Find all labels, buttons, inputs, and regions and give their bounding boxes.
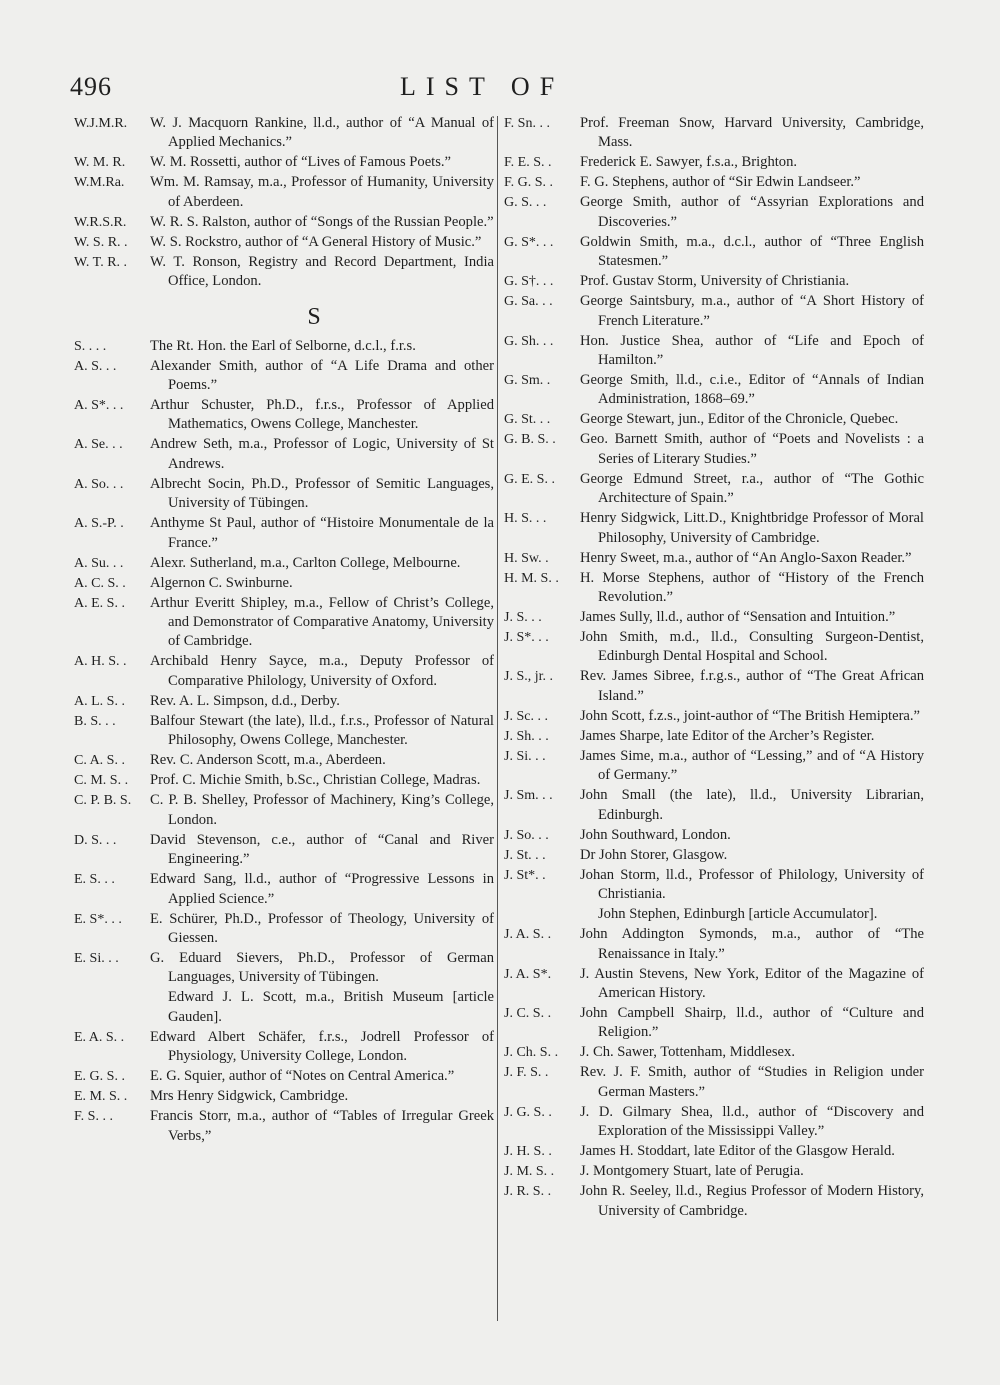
contributor-entry — [504, 509, 924, 548]
section-letter: S — [307, 303, 321, 330]
contributor-description: W. R. S. Ralston, author of “Songs of the Russian People.” — [150, 213, 494, 230]
contributor-entry — [74, 114, 494, 153]
contributor-initials: W. T. R. . — [74, 254, 128, 270]
contributor-description: Henry Sweet, m.a., author of “An Anglo-Saxon Reader.” — [580, 549, 912, 566]
contributor-initials: A. S. . . — [74, 358, 117, 374]
contributor-entry — [74, 988, 494, 1027]
running-head: LIST OF — [400, 72, 565, 101]
contributor-entry — [74, 514, 494, 553]
contributor-entry — [504, 786, 924, 825]
contributor-initials: G. B. S. . — [504, 432, 556, 448]
contributor-description: George Edmund Street, r.a., author of “The Gothic Architecture of Spain.” — [580, 470, 924, 507]
column-divider — [497, 116, 498, 1321]
contributor-description: Arthur Everitt Shipley, m.a., Fellow of Christ’s College, and Demonstrator of Comparative Anatomy, University of Cambridge. — [150, 594, 494, 650]
contributor-initials: J. Sc. . . — [504, 708, 548, 724]
contributor-description: The Rt. Hon. the Earl of Selborne, d.c.l., f.r.s. — [150, 337, 416, 354]
contributor-initials: G. Sa. . . — [504, 294, 553, 310]
contributor-entry — [74, 574, 494, 593]
contributor-description: J. Austin Stevens, New York, Editor of the Magazine of American History. — [580, 965, 924, 1001]
contributor-description: Frederick E. Sawyer, f.s.a., Brighton. — [580, 154, 798, 171]
contributor-description: E. G. Squier, author of “Notes on Central America.” — [150, 1068, 455, 1085]
contributor-initials: W.M.Ra. — [74, 175, 125, 191]
contributor-description: John Small (the late), ll.d., University Librarian, Edinburgh. — [580, 787, 924, 823]
contributor-initials: H. Sw. . — [504, 550, 549, 566]
page-number: 496 — [70, 72, 112, 101]
contributor-initials: J. S., jr. . — [504, 669, 554, 685]
contributor-initials: F. E. S. . — [504, 155, 552, 171]
contributor-initials: F. Sn. . . — [504, 116, 550, 131]
contributor-description: Wm. M. Ramsay, m.a., Professor of Humanity, University of Aberdeen. — [150, 174, 494, 210]
contributor-entry — [74, 949, 494, 988]
contributor-initials: W.R.S.R. — [74, 214, 127, 230]
contributor-entry — [504, 114, 924, 153]
contributor-description: Edward Sang, ll.d., author of “Progressive Lessons in Applied Science.” — [150, 871, 494, 907]
contributor-description: Rev. A. L. Simpson, d.d., Derby. — [150, 692, 340, 709]
contributor-initials: D. S. . . — [74, 832, 117, 848]
contributor-entry — [504, 905, 924, 924]
contributor-description: W. M. Rossetti, author of “Lives of Famous Poets.” — [150, 154, 452, 171]
contributor-description: Henry Sidgwick, Litt.D., Knightbridge Professor of Moral Philosophy, University of Cambridge. — [580, 510, 924, 546]
contributor-description: George Stewart, jun., Editor of the Chronicle, Quebec. — [580, 411, 899, 428]
contributor-initials: H. S. . . — [504, 511, 547, 527]
contributor-entry — [74, 831, 494, 870]
contributor-initials: A. Su. . . — [74, 555, 124, 571]
contributor-entry — [74, 791, 494, 830]
contributor-initials: E. Si. . . — [74, 950, 119, 966]
contributor-entry — [504, 1182, 924, 1221]
entry-list-w — [74, 114, 494, 292]
contributor-entry — [74, 173, 494, 212]
contributor-initials: F. G. S. . — [504, 175, 554, 191]
contributor-description: C. P. B. Shelley, Professor of Machinery, King’s College, London. — [150, 792, 494, 828]
contributor-initials: A. E. S. . — [74, 595, 125, 611]
contributor-entry — [74, 396, 494, 435]
contributor-initials: C. P. B. S. — [74, 793, 132, 809]
contributor-entry — [504, 1103, 924, 1142]
contributor-entry — [74, 337, 494, 356]
contributor-entry — [504, 1043, 924, 1062]
contributor-entry — [504, 569, 924, 608]
contributor-description: H. Morse Stephens, author of “History of the French Revolution.” — [580, 569, 924, 606]
contributor-entry — [74, 692, 494, 711]
contributor-description: F. G. Stephens, author of “Sir Edwin Landseer.” — [580, 174, 861, 191]
contributor-initials: E. M. S. . — [74, 1089, 128, 1105]
contributor-description: Andrew Seth, m.a., Professor of Logic, University of St Andrews. — [150, 436, 494, 472]
contributor-initials: S. . . . — [74, 338, 107, 354]
contributor-description: James H. Stoddart, late Editor of the Glasgow Herald. — [580, 1143, 895, 1160]
left-column — [74, 114, 494, 1147]
contributor-description: Prof. C. Michie Smith, b.Sc., Christian College, Madras. — [150, 772, 481, 789]
contributor-initials: A. L. S. . — [74, 693, 125, 709]
contributor-description: Arthur Schuster, Ph.D., f.r.s., Professor of Applied Mathematics, Owens College, Manchester. — [150, 397, 494, 433]
contributor-entry — [504, 965, 924, 1004]
contributor-initials: A. H. S. . — [74, 654, 127, 670]
contributor-description: Alexr. Sutherland, m.a., Carlton College, Melbourne. — [150, 554, 461, 571]
contributor-entry — [504, 1142, 924, 1161]
contributor-initials: G. S†. . . — [504, 274, 554, 290]
contributor-entry — [74, 213, 494, 232]
contributor-description: J. Montgomery Stuart, late of Perugia. — [580, 1163, 804, 1180]
contributor-initials: J. St*. . — [504, 867, 546, 883]
contributor-entry — [74, 1067, 494, 1086]
contributor-initials: F. S. . . — [74, 1109, 113, 1125]
contributor-description: Prof. Gustav Storm, University of Christiania. — [580, 273, 850, 290]
contributor-entry — [74, 554, 494, 573]
contributor-initials: B. S. . . — [74, 713, 116, 729]
contributor-entry — [504, 727, 924, 746]
contributor-initials: J. M. S. . — [504, 1164, 555, 1180]
contributor-description: James Sharpe, late Editor of the Archer’s Register. — [580, 727, 875, 744]
contributor-entry — [74, 253, 494, 292]
contributor-initials — [504, 905, 580, 924]
contributor-entry — [74, 153, 494, 172]
contributor-entry — [74, 594, 494, 652]
contributor-entry — [504, 1063, 924, 1102]
contributor-initials: H. M. S. . — [504, 570, 559, 586]
contributor-initials: E. S. . . — [74, 872, 115, 888]
contributor-description: George Saintsbury, m.a., author of “A Short History of French Literature.” — [580, 293, 924, 329]
contributor-initials: W.J.M.R. — [74, 116, 128, 131]
contributor-description: John Southward, London. — [580, 826, 731, 843]
contributor-entry — [74, 771, 494, 790]
contributor-initials: J. R. S. . — [504, 1184, 552, 1200]
contributor-initials: J. S. . . — [504, 610, 542, 626]
contributor-entry — [504, 846, 924, 865]
contributor-entry — [74, 233, 494, 252]
contributor-description: James Sully, ll.d., author of “Sensation and Intuition.” — [580, 609, 896, 626]
contributor-entry — [74, 1087, 494, 1106]
contributor-initials: C. A. S. . — [74, 753, 125, 769]
contributor-initials: A. So. . . — [74, 476, 124, 492]
contributor-entry — [74, 652, 494, 691]
contributor-initials: A. C. S. . — [74, 575, 126, 591]
contributor-description: W. T. Ronson, Registry and Record Department, India Office, London. — [150, 253, 494, 290]
contributor-initials: G. E. S. . — [504, 471, 555, 487]
contributor-entry — [504, 173, 924, 192]
contributor-description: Edward Albert Schäfer, f.r.s., Jodrell Professor of Physiology, University College, London. — [150, 1028, 494, 1065]
contributor-initials — [74, 988, 150, 1027]
contributor-entry — [504, 866, 924, 905]
contributor-description: Rev. C. Anderson Scott, m.a., Aberdeen. — [150, 752, 386, 769]
contributor-entry — [504, 153, 924, 172]
contributor-initials: A. Se. . . — [74, 437, 123, 453]
contributor-entry — [74, 1107, 494, 1146]
contributor-description: James Sime, m.a., author of “Lessing,” and of “A History of Germany.” — [580, 747, 924, 784]
contributor-entry — [504, 410, 924, 429]
contributor-entry — [74, 910, 494, 949]
contributor-description: Albrecht Socin, Ph.D., Professor of Semitic Languages, University of Tübingen. — [150, 475, 494, 512]
contributor-description: George Smith, author of “Assyrian Explorations and Discoveries.” — [580, 194, 924, 230]
contributor-description: George Smith, ll.d., c.i.e., Editor of “Annals of Indian Administration, 1868–69.” — [580, 372, 924, 408]
contributor-entry — [504, 1162, 924, 1181]
contributor-initials: J. Sh. . . — [504, 728, 549, 744]
contributor-description: J. Ch. Sawer, Tottenham, Middlesex. — [580, 1044, 795, 1061]
contributor-description: Geo. Barnett Smith, author of “Poets and Novelists : a Series of Literary Studies.” — [580, 431, 924, 467]
contributor-entry — [504, 628, 924, 667]
contributor-description: Algernon C. Swinburne. — [150, 574, 293, 591]
contributor-entry — [504, 925, 924, 964]
contributor-entry — [504, 747, 924, 786]
contributor-description: Anthyme St Paul, author of “Histoire Monumentale de la France.” — [150, 515, 494, 551]
contributor-description: Edward J. L. Scott, m.a., British Museum [article Gauden]. — [168, 989, 494, 1025]
contributor-entry — [504, 549, 924, 568]
contributor-initials: J. So. . . — [504, 827, 549, 843]
contributor-initials: W. M. R. — [74, 155, 126, 171]
contributor-description: W. S. Rockstro, author of “A General History of Music.” — [150, 233, 482, 250]
contributor-entry — [504, 826, 924, 845]
contributor-initials: J. Ch. S. . — [504, 1045, 559, 1061]
contributor-initials: G. S*. . . — [504, 234, 554, 250]
contributor-description: E. Schürer, Ph.D., Professor of Theology, University of Giessen. — [150, 910, 494, 946]
contributor-description: David Stevenson, c.e., author of “Canal and River Engineering.” — [150, 831, 494, 868]
contributor-entry — [504, 707, 924, 726]
right-column — [504, 114, 924, 1222]
contributor-description: Rev. James Sibree, f.r.g.s., author of “The Great African Island.” — [580, 668, 924, 704]
contributor-description: Francis Storr, m.a., author of “Tables of Irregular Greek Verbs,” — [150, 1108, 494, 1144]
contributor-description: Prof. Freeman Snow, Harvard University, Cambridge, Mass. — [580, 115, 924, 151]
contributor-entry — [504, 608, 924, 627]
contributor-initials: A. S.-P. . — [74, 516, 124, 532]
contributor-entry — [74, 357, 494, 396]
contributor-initials: C. M. S. . — [74, 773, 129, 789]
contributor-description: Archibald Henry Sayce, m.a., Deputy Professor of Comparative Philology, University of Oxford. — [150, 653, 494, 689]
contributor-description: Balfour Stewart (the late), ll.d., f.r.s., Professor of Natural Philosophy, Owens College, Manchester. — [150, 712, 494, 749]
contributor-initials: G. St. . . — [504, 412, 551, 428]
contributor-initials: A. S*. . . — [74, 398, 124, 414]
entry-list-s — [74, 337, 494, 1146]
contributor-description: Johan Storm, ll.d., Professor of Philology, University of Christiania. — [580, 866, 924, 903]
contributor-initials: J. C. S. . — [504, 1005, 552, 1021]
contributor-initials: E. A. S. . — [74, 1029, 125, 1045]
contributor-description: G. Eduard Sievers, Ph.D., Professor of German Languages, University of Tübingen. — [150, 949, 494, 986]
contributor-initials: J. Si. . . — [504, 748, 546, 764]
contributor-entry — [504, 470, 924, 509]
contributor-description: Rev. J. F. Smith, author of “Studies in Religion under German Masters.” — [580, 1064, 924, 1100]
contributor-description: John Smith, m.d., ll.d., Consulting Surgeon-Dentist, Edinburgh Dental Hospital and School. — [580, 629, 924, 665]
contributor-description: Mrs Henry Sidgwick, Cambridge. — [150, 1088, 349, 1105]
contributor-description: John R. Seeley, ll.d., Regius Professor of Modern History, University of Cambridge. — [580, 1183, 924, 1219]
contributor-description: Hon. Justice Shea, author of “Life and Epoch of Hamilton.” — [580, 332, 924, 369]
contributor-description: Dr John Storer, Glasgow. — [580, 846, 728, 863]
contributor-entry — [74, 870, 494, 909]
contributor-entry — [74, 712, 494, 751]
contributor-initials: J. G. S. . — [504, 1104, 552, 1120]
contributor-initials: G. S. . . — [504, 195, 547, 211]
contributor-initials: J. A. S. . — [504, 927, 552, 943]
contributor-initials: J. A. S*. — [504, 966, 552, 982]
contributor-entry — [504, 667, 924, 706]
contributor-description: W. J. Macquorn Rankine, ll.d., author of “A Manual of Applied Mechanics.” — [150, 115, 494, 151]
contributor-entry — [504, 430, 924, 469]
contributor-initials: G. Sm. . — [504, 373, 551, 389]
contributor-initials: G. Sh. . . — [504, 333, 554, 349]
contributor-entry — [74, 435, 494, 474]
contributor-description: John Scott, f.z.s., joint-author of “The British Hemiptera.” — [580, 707, 921, 724]
contributor-entry — [504, 272, 924, 291]
contributor-entry — [74, 1028, 494, 1067]
contributor-description: J. D. Gilmary Shea, ll.d., author of “Discovery and Exploration of the Mississippi Valley.” — [580, 1103, 924, 1140]
contributor-entry — [504, 1004, 924, 1043]
contributor-entry — [504, 233, 924, 272]
contributor-entry — [504, 193, 924, 232]
contributor-initials: J. St. . . — [504, 847, 546, 863]
contributor-initials: E. G. S. . — [74, 1069, 125, 1085]
contributor-description: Alexander Smith, author of “A Life Drama and other Poems.” — [150, 357, 494, 394]
contributor-initials: J. S*. . . — [504, 630, 549, 646]
contributor-entry — [504, 332, 924, 371]
contributor-initials: W. S. R. . — [74, 234, 128, 250]
contributor-description: Goldwin Smith, m.a., d.c.l., author of “Three English Statesmen.” — [580, 233, 924, 270]
contributor-entry — [74, 751, 494, 770]
entry-list-right — [504, 114, 924, 1221]
contributor-description: John Stephen, Edinburgh [article Accumulator]. — [598, 906, 878, 923]
contributor-entry — [504, 292, 924, 331]
contributor-entry — [504, 371, 924, 410]
contributor-initials: J. H. S. . — [504, 1144, 552, 1160]
contributor-entry — [74, 475, 494, 514]
contributor-initials: J. F. S. . — [504, 1065, 549, 1081]
contributor-description: John Campbell Shairp, ll.d., author of “Culture and Religion.” — [580, 1004, 924, 1041]
contributor-initials: J. Sm. . . — [504, 788, 553, 804]
contributor-description: John Addington Symonds, m.a., author of “The Renaissance in Italy.” — [580, 926, 924, 962]
contributor-initials: E. S*. . . — [74, 911, 122, 927]
